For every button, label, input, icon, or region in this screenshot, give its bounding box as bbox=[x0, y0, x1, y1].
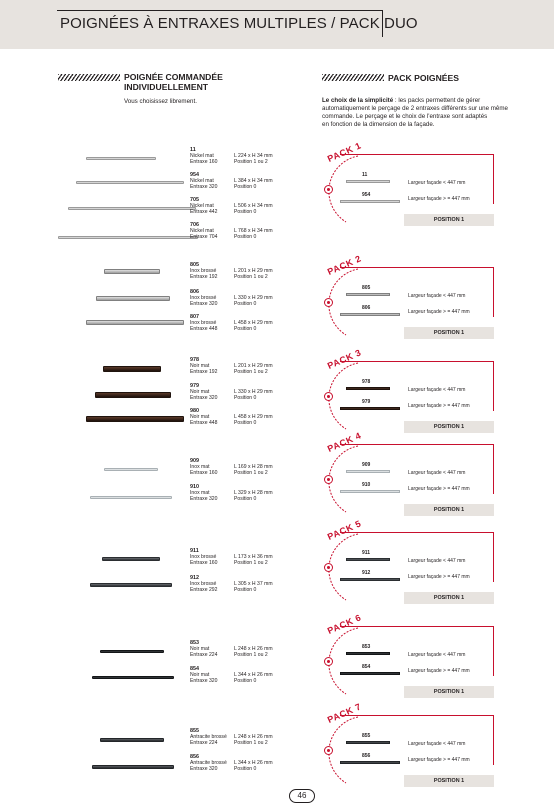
pack-small-handle bbox=[346, 180, 390, 183]
pack-large-code: 806 bbox=[362, 305, 371, 311]
product-finish: Inox mat bbox=[190, 464, 210, 470]
product-item-910 bbox=[190, 484, 320, 502]
product-position: Position 0 bbox=[234, 766, 257, 772]
product-code: 980 bbox=[190, 408, 199, 414]
product-spec bbox=[234, 554, 273, 566]
pack-1 bbox=[324, 140, 494, 230]
product-finish: Nickel mat bbox=[190, 228, 214, 234]
product-position: Position 0 bbox=[234, 496, 257, 502]
pack-label: PACK 3 bbox=[325, 347, 363, 371]
product-dimensions: L 173 x H 36 mm bbox=[234, 554, 273, 560]
product-spec bbox=[234, 414, 273, 426]
product-finish: Noir mat bbox=[190, 389, 210, 395]
product-finish: Inox brossé bbox=[190, 554, 217, 560]
product-position: Position 0 bbox=[234, 420, 257, 426]
pack-small-width: Largeur façade < 447 mm bbox=[408, 470, 466, 476]
pack-small-handle bbox=[346, 741, 390, 744]
product-entraxe: Entraxe 704 bbox=[190, 234, 218, 240]
product-entraxe: Entraxe 448 bbox=[190, 420, 218, 426]
pack-position: POSITION 1 bbox=[404, 421, 494, 433]
pack-marker-icon bbox=[324, 657, 333, 666]
product-code: 910 bbox=[190, 484, 199, 490]
left-heading bbox=[124, 72, 223, 92]
pack-2 bbox=[324, 253, 494, 343]
right-intro-bold: Le choix de la simplicité bbox=[322, 97, 394, 104]
handle-image-909 bbox=[104, 468, 158, 471]
page-title: POIGNÉES À ENTRAXES MULTIPLES / PACK DUO bbox=[60, 15, 418, 32]
product-entraxe: Entraxe 160 bbox=[190, 470, 218, 476]
product-spec bbox=[234, 490, 273, 502]
product-spec bbox=[234, 389, 273, 401]
product-dimensions: L 329 x H 28 mm bbox=[234, 490, 273, 496]
handle-image-912 bbox=[90, 583, 172, 587]
product-spec bbox=[234, 464, 273, 476]
product-position: Position 1 ou 2 bbox=[234, 740, 268, 746]
pack-3 bbox=[324, 347, 494, 437]
handle-image-853 bbox=[100, 650, 164, 653]
pack-small-handle bbox=[346, 293, 390, 296]
pack-small-width: Largeur façade < 447 mm bbox=[408, 652, 466, 658]
product-finish: Nickel mat bbox=[190, 153, 214, 159]
product-entraxe: Entraxe 442 bbox=[190, 209, 218, 215]
product-item-856 bbox=[190, 754, 320, 772]
handle-image-979 bbox=[95, 392, 171, 398]
pack-small-code: 805 bbox=[362, 285, 371, 291]
product-position: Position 1 ou 2 bbox=[234, 159, 268, 165]
pack-large-code: 954 bbox=[362, 192, 371, 198]
product-item-980 bbox=[190, 408, 320, 426]
product-item-705 bbox=[190, 197, 320, 215]
product-entraxe: Entraxe 192 bbox=[190, 274, 218, 280]
handle-image-806 bbox=[96, 296, 170, 301]
pack-position: POSITION 1 bbox=[404, 504, 494, 516]
product-dimensions: L 330 x H 29 mm bbox=[234, 295, 273, 301]
product-entraxe: Entraxe 160 bbox=[190, 159, 218, 165]
right-intro-rest: : les packs permettent de gérer bbox=[393, 97, 481, 104]
product-finish: Noir mat bbox=[190, 646, 210, 652]
product-finish: Inox brossé bbox=[190, 320, 217, 326]
handle-image-954 bbox=[76, 181, 184, 184]
product-position: Position 1 ou 2 bbox=[234, 369, 268, 375]
product-dimensions: L 224 x H 34 mm bbox=[234, 153, 273, 159]
product-code: 954 bbox=[190, 172, 199, 178]
product-position: Position 1 ou 2 bbox=[234, 274, 268, 280]
product-spec bbox=[234, 734, 273, 746]
pack-4 bbox=[324, 430, 494, 520]
product-code: 856 bbox=[190, 754, 199, 760]
product-position: Position 0 bbox=[234, 209, 257, 215]
product-item-854 bbox=[190, 666, 320, 684]
product-code: 855 bbox=[190, 728, 199, 734]
product-entraxe: Entraxe 224 bbox=[190, 652, 218, 658]
pack-small-code: 978 bbox=[362, 379, 371, 385]
pack-marker-icon bbox=[324, 475, 333, 484]
handle-image-805 bbox=[104, 269, 160, 274]
product-entraxe: Entraxe 320 bbox=[190, 184, 218, 190]
product-finish: Nickel mat bbox=[190, 203, 214, 209]
product-position: Position 0 bbox=[234, 234, 257, 240]
pack-large-code: 912 bbox=[362, 570, 371, 576]
pack-small-code: 855 bbox=[362, 733, 371, 739]
product-entraxe: Entraxe 320 bbox=[190, 301, 218, 307]
pack-marker-icon bbox=[324, 563, 333, 572]
product-code: 854 bbox=[190, 666, 199, 672]
product-code: 911 bbox=[190, 548, 199, 554]
product-item-978 bbox=[190, 357, 320, 375]
product-spec bbox=[234, 320, 273, 332]
handle-image-856 bbox=[92, 765, 174, 769]
pack-large-width: Largeur façade > = 447 mm bbox=[408, 403, 470, 409]
product-finish: Antracite brossé bbox=[190, 760, 227, 766]
product-position: Position 0 bbox=[234, 326, 257, 332]
pack-large-width: Largeur façade > = 447 mm bbox=[408, 574, 470, 580]
product-dimensions: L 458 x H 29 mm bbox=[234, 320, 273, 326]
product-code: 807 bbox=[190, 314, 199, 320]
pack-position: POSITION 1 bbox=[404, 327, 494, 339]
pack-marker-icon bbox=[324, 185, 333, 194]
product-position: Position 1 ou 2 bbox=[234, 652, 268, 658]
header-band bbox=[0, 0, 554, 49]
right-heading-hatch bbox=[322, 74, 384, 81]
product-item-806 bbox=[190, 289, 320, 307]
pack-large-handle bbox=[340, 578, 400, 581]
product-spec bbox=[234, 295, 273, 307]
handle-image-978 bbox=[103, 366, 161, 372]
product-code: 853 bbox=[190, 640, 199, 646]
pack-position: POSITION 1 bbox=[404, 592, 494, 604]
product-code: 909 bbox=[190, 458, 199, 464]
product-item-954 bbox=[190, 172, 320, 190]
pack-large-width: Largeur façade > = 447 mm bbox=[408, 668, 470, 674]
pack-marker-icon bbox=[324, 746, 333, 755]
product-item-979 bbox=[190, 383, 320, 401]
right-heading: PACK POIGNÉES bbox=[388, 73, 459, 83]
pack-small-code: 909 bbox=[362, 462, 371, 468]
pack-large-code: 854 bbox=[362, 664, 371, 670]
pack-marker-icon bbox=[324, 298, 333, 307]
product-item-855 bbox=[190, 728, 320, 746]
right-intro-line3: commande. Le perçage et le choix de l'entraxe sont adaptés bbox=[322, 113, 488, 120]
product-item-11 bbox=[190, 147, 320, 165]
product-spec bbox=[234, 153, 273, 165]
product-spec bbox=[234, 581, 273, 593]
product-code: 805 bbox=[190, 262, 199, 268]
product-dimensions: L 248 x H 26 mm bbox=[234, 734, 273, 740]
product-dimensions: L 169 x H 28 mm bbox=[234, 464, 273, 470]
product-item-805 bbox=[190, 262, 320, 280]
pack-small-width: Largeur façade < 447 mm bbox=[408, 293, 466, 299]
pack-small-code: 11 bbox=[362, 172, 368, 178]
pack-large-width: Largeur façade > = 447 mm bbox=[408, 196, 470, 202]
product-code: 912 bbox=[190, 575, 199, 581]
product-entraxe: Entraxe 320 bbox=[190, 678, 218, 684]
pack-small-code: 853 bbox=[362, 644, 371, 650]
pack-large-code: 856 bbox=[362, 753, 371, 759]
product-code: 706 bbox=[190, 222, 199, 228]
product-finish: Inox mat bbox=[190, 490, 210, 496]
pack-position: POSITION 1 bbox=[404, 686, 494, 698]
product-item-912 bbox=[190, 575, 320, 593]
product-entraxe: Entraxe 448 bbox=[190, 326, 218, 332]
product-entraxe: Entraxe 224 bbox=[190, 740, 218, 746]
product-position: Position 0 bbox=[234, 301, 257, 307]
product-code: 11 bbox=[190, 147, 196, 153]
product-entraxe: Entraxe 192 bbox=[190, 369, 218, 375]
pack-marker-icon bbox=[324, 392, 333, 401]
pack-large-handle bbox=[340, 672, 400, 675]
pack-large-code: 910 bbox=[362, 482, 371, 488]
handle-image-705 bbox=[68, 207, 196, 210]
pack-small-handle bbox=[346, 652, 390, 655]
product-entraxe: Entraxe 320 bbox=[190, 766, 218, 772]
product-position: Position 0 bbox=[234, 678, 257, 684]
pack-5 bbox=[324, 518, 494, 608]
product-position: Position 0 bbox=[234, 395, 257, 401]
product-spec bbox=[234, 672, 273, 684]
product-code: 806 bbox=[190, 289, 199, 295]
product-finish: Inox brossé bbox=[190, 581, 217, 587]
right-intro bbox=[322, 97, 542, 129]
pack-large-width: Largeur façade > = 447 mm bbox=[408, 486, 470, 492]
left-heading-line2: INDIVIDUELLEMENT bbox=[124, 82, 209, 92]
left-heading-hatch bbox=[58, 74, 120, 81]
pack-7 bbox=[324, 701, 494, 791]
pack-small-width: Largeur façade < 447 mm bbox=[408, 180, 466, 186]
pack-small-width: Largeur façade < 447 mm bbox=[408, 558, 466, 564]
product-spec bbox=[234, 203, 273, 215]
pack-position: POSITION 1 bbox=[404, 775, 494, 787]
product-dimensions: L 458 x H 29 mm bbox=[234, 414, 273, 420]
pack-label: PACK 4 bbox=[325, 430, 363, 454]
product-spec bbox=[234, 363, 273, 375]
product-entraxe: Entraxe 320 bbox=[190, 496, 218, 502]
product-position: Position 0 bbox=[234, 587, 257, 593]
product-spec bbox=[234, 646, 273, 658]
pack-label: PACK 7 bbox=[325, 701, 363, 725]
product-entraxe: Entraxe 320 bbox=[190, 395, 218, 401]
product-entraxe: Entraxe 292 bbox=[190, 587, 218, 593]
product-finish: Noir mat bbox=[190, 672, 210, 678]
handle-image-807 bbox=[86, 320, 184, 325]
product-code: 978 bbox=[190, 357, 199, 363]
handle-image-706 bbox=[58, 236, 198, 239]
pack-6 bbox=[324, 612, 494, 702]
product-dimensions: L 201 x H 29 mm bbox=[234, 268, 273, 274]
pack-large-width: Largeur façade > = 447 mm bbox=[408, 309, 470, 315]
pack-label: PACK 2 bbox=[325, 253, 363, 277]
product-spec bbox=[234, 178, 273, 190]
handle-image-910 bbox=[90, 496, 172, 499]
handle-image-980 bbox=[86, 416, 184, 422]
pack-large-handle bbox=[340, 490, 400, 493]
pack-small-width: Largeur façade < 447 mm bbox=[408, 387, 466, 393]
pack-large-handle bbox=[340, 761, 400, 764]
handle-image-855 bbox=[100, 738, 164, 742]
product-finish: Noir mat bbox=[190, 363, 210, 369]
product-position: Position 1 ou 2 bbox=[234, 560, 268, 566]
pack-small-code: 911 bbox=[362, 550, 371, 556]
pack-small-width: Largeur façade < 447 mm bbox=[408, 741, 466, 747]
pack-small-handle bbox=[346, 470, 390, 473]
left-heading-line1: POIGNÉE COMMANDÉE bbox=[124, 72, 223, 82]
left-subtitle: Vous choisissez librement. bbox=[124, 98, 197, 105]
pack-position: POSITION 1 bbox=[404, 214, 494, 226]
product-finish: Inox brossé bbox=[190, 295, 217, 301]
product-dimensions: L 305 x H 37 mm bbox=[234, 581, 273, 587]
pack-label: PACK 1 bbox=[325, 140, 363, 164]
product-spec bbox=[234, 268, 273, 280]
product-finish: Nickel mat bbox=[190, 178, 214, 184]
product-dimensions: L 248 x H 26 mm bbox=[234, 646, 273, 652]
product-dimensions: L 768 x H 34 mm bbox=[234, 228, 273, 234]
pack-small-handle bbox=[346, 387, 390, 390]
product-item-853 bbox=[190, 640, 320, 658]
pack-large-code: 979 bbox=[362, 399, 371, 405]
product-dimensions: L 506 x H 34 mm bbox=[234, 203, 273, 209]
product-finish: Inox brossé bbox=[190, 268, 217, 274]
product-spec bbox=[234, 760, 273, 772]
product-position: Position 0 bbox=[234, 184, 257, 190]
right-intro-line1 bbox=[322, 97, 542, 105]
pack-large-handle bbox=[340, 407, 400, 410]
pack-small-handle bbox=[346, 558, 390, 561]
page-number: 46 bbox=[289, 789, 315, 803]
product-finish: Antracite brossé bbox=[190, 734, 227, 740]
product-item-706 bbox=[190, 222, 320, 240]
product-dimensions: L 344 x H 26 mm bbox=[234, 760, 273, 766]
pack-large-handle bbox=[340, 200, 400, 203]
handle-image-11 bbox=[86, 157, 156, 160]
pack-label: PACK 5 bbox=[325, 518, 363, 542]
pack-label: PACK 6 bbox=[325, 612, 363, 636]
handle-image-911 bbox=[102, 557, 160, 561]
handle-image-854 bbox=[92, 676, 174, 679]
product-item-909 bbox=[190, 458, 320, 476]
product-dimensions: L 344 x H 26 mm bbox=[234, 672, 273, 678]
product-dimensions: L 201 x H 29 mm bbox=[234, 363, 273, 369]
right-intro-line2: automatiquement le perçage de 2 entraxes différents sur une même bbox=[322, 105, 508, 112]
product-item-911 bbox=[190, 548, 320, 566]
product-entraxe: Entraxe 160 bbox=[190, 560, 218, 566]
product-dimensions: L 384 x H 34 mm bbox=[234, 178, 273, 184]
right-intro-line4: en fonction de la dimension de la façade. bbox=[322, 121, 435, 128]
product-spec bbox=[234, 228, 273, 240]
product-finish: Noir mat bbox=[190, 414, 210, 420]
product-item-807 bbox=[190, 314, 320, 332]
pack-large-width: Largeur façade > = 447 mm bbox=[408, 757, 470, 763]
product-dimensions: L 330 x H 29 mm bbox=[234, 389, 273, 395]
product-code: 979 bbox=[190, 383, 199, 389]
product-position: Position 1 ou 2 bbox=[234, 470, 268, 476]
product-code: 705 bbox=[190, 197, 199, 203]
pack-large-handle bbox=[340, 313, 400, 316]
